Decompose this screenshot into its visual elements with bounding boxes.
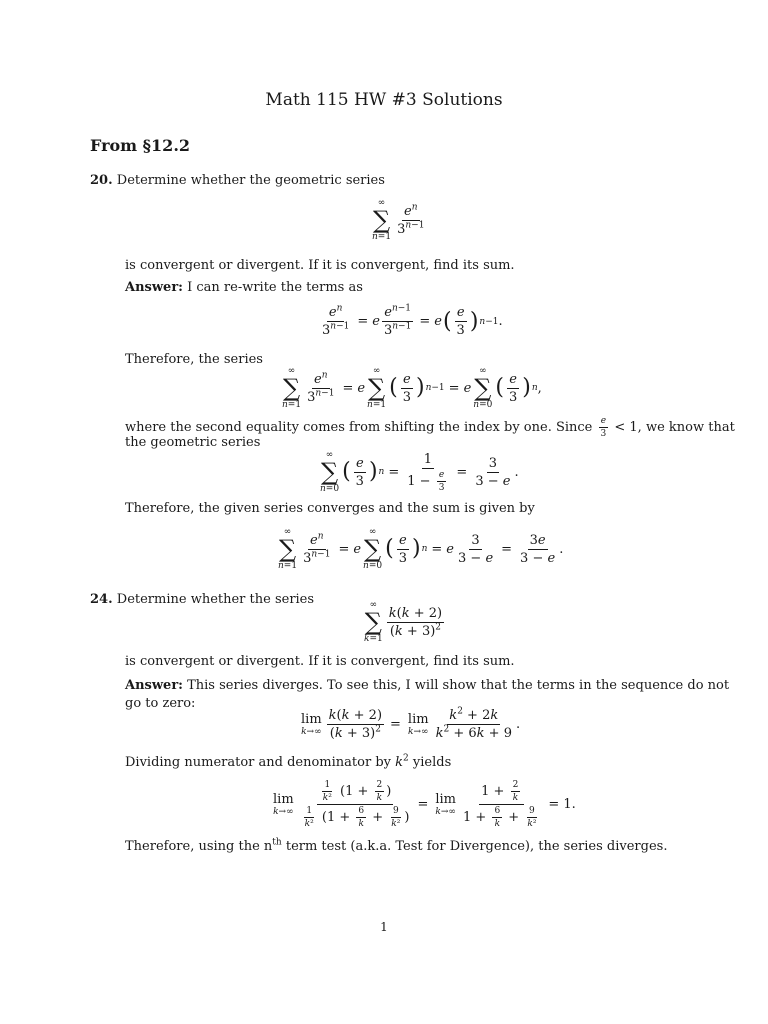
answer-label: Answer: bbox=[125, 678, 183, 693]
equation-series-24: ∞ ∑ k=1 $\frac{k(k + 2)}{(k + 3)^2}$ bbox=[364, 600, 443, 644]
dividing-text-a: Dividing numerator and denominator by bbox=[125, 755, 391, 770]
answer-24-line-2: go to zero: bbox=[125, 696, 196, 711]
equation-geometric-sum: ∞ ∑ n=0 ( $\frac{e}{3}$ ) n = 1 1 − $\frac{e}{3}$ = $\frac{3}{3 - e}$ . bbox=[320, 450, 519, 494]
page-title: Math 115 HW #3 Solutions bbox=[265, 90, 503, 110]
where-text-b: < 1, we know that bbox=[614, 420, 735, 435]
conclusion-b: term test (a.k.a. Test for Divergence), the series diverges. bbox=[285, 839, 668, 854]
page-number: 1 bbox=[380, 920, 388, 934]
dividing-text: Dividing numerator and denominator by $k^2$ yields bbox=[125, 753, 452, 770]
conclusion-text bbox=[125, 838, 667, 855]
conclusion-sup: th bbox=[272, 837, 282, 848]
equation-divided-limit: lim k→∞ $\frac{1}{\text{k²}}$ (1 + $\frac{2}{k}$ ) $\frac{1}{\text{k²}}$ (1 + $\frac{6}{k}$ + $\frac{9}{\text{k²}}$ ) = lim k→∞ 1 + $\frac{2}{k}$ 1 + $\frac{6}{k}$ + $\frac{9}{\text{k²}}$ = 1. bbox=[273, 780, 576, 829]
answer-24-line bbox=[125, 677, 729, 694]
problem-prompt: Determine whether the series bbox=[116, 592, 315, 607]
answer-label: Answer: bbox=[125, 280, 183, 295]
conclusion-a: Therefore, using the n bbox=[125, 839, 273, 854]
inline-fraction: $\frac{e}{3}$ bbox=[600, 416, 607, 439]
therefore-series-text: Therefore, the series bbox=[125, 352, 263, 367]
therefore-sum-text: Therefore, the given series converges and the sum is given by bbox=[125, 501, 535, 516]
equation-rewrite-terms: $\frac{e^n}{3^{n-1}}$ = e $\frac{e^{n-1}}{3^{n-1}}$ = e ( $\frac{e}{3}$ ) n−1 . bbox=[322, 303, 503, 338]
section-heading: From §12.2 bbox=[90, 136, 191, 155]
answer-20-line bbox=[125, 279, 363, 296]
where-text-a: where the second equality comes from shifting the index by one. Since bbox=[125, 420, 593, 435]
fraction: $\frac{e^n}{3^{n-1}}$ bbox=[397, 202, 425, 237]
summation-symbol: ∞ ∑ n=1 bbox=[372, 198, 392, 242]
equation-series-20 bbox=[370, 198, 428, 242]
problem-24-followup: is convergent or divergent. If it is convergent, find its sum. bbox=[125, 654, 515, 669]
problem-number: 20. bbox=[90, 173, 113, 188]
problem-20-statement bbox=[90, 172, 385, 189]
answer-text: This series diverges. To see this, I will show that the terms in the sequence do not bbox=[187, 678, 730, 693]
problem-20-followup: is convergent or divergent. If it is convergent, find its sum. bbox=[125, 258, 515, 273]
problem-number: 24. bbox=[90, 592, 113, 607]
problem-prompt: Determine whether the geometric series bbox=[116, 173, 385, 188]
equation-series-chain: ∞ ∑ n=1 $\frac{e^n}{3^{n-1}}$ = e ∞ ∑ n=1 ( $\frac{e}{3}$ ) n−1 = e ∞ ∑ n=0 ( $\frac{e}{3}$ ) n , bbox=[282, 366, 542, 410]
problem-24-statement bbox=[90, 591, 314, 608]
where-text-c: the geometric series bbox=[125, 435, 261, 450]
answer-text: I can re-write the terms as bbox=[187, 280, 363, 295]
equation-limit: lim k→∞ $\frac{k(k + 2)}{(k + 3)^2}$ = lim k→∞ $\frac{k^2 + 2k}{k^2 + 6k + 9}$ . bbox=[301, 706, 521, 741]
equation-final-sum: ∞ ∑ n=1 $\frac{e^n}{3^{n-1}}$ = e ∞ ∑ n=0 ( $\frac{e}{3}$ ) n = e $\frac{3}{3 - e}$ = $\frac{3e}{3 - e}$ . bbox=[278, 527, 564, 571]
dividing-text-b: yields bbox=[412, 755, 452, 770]
